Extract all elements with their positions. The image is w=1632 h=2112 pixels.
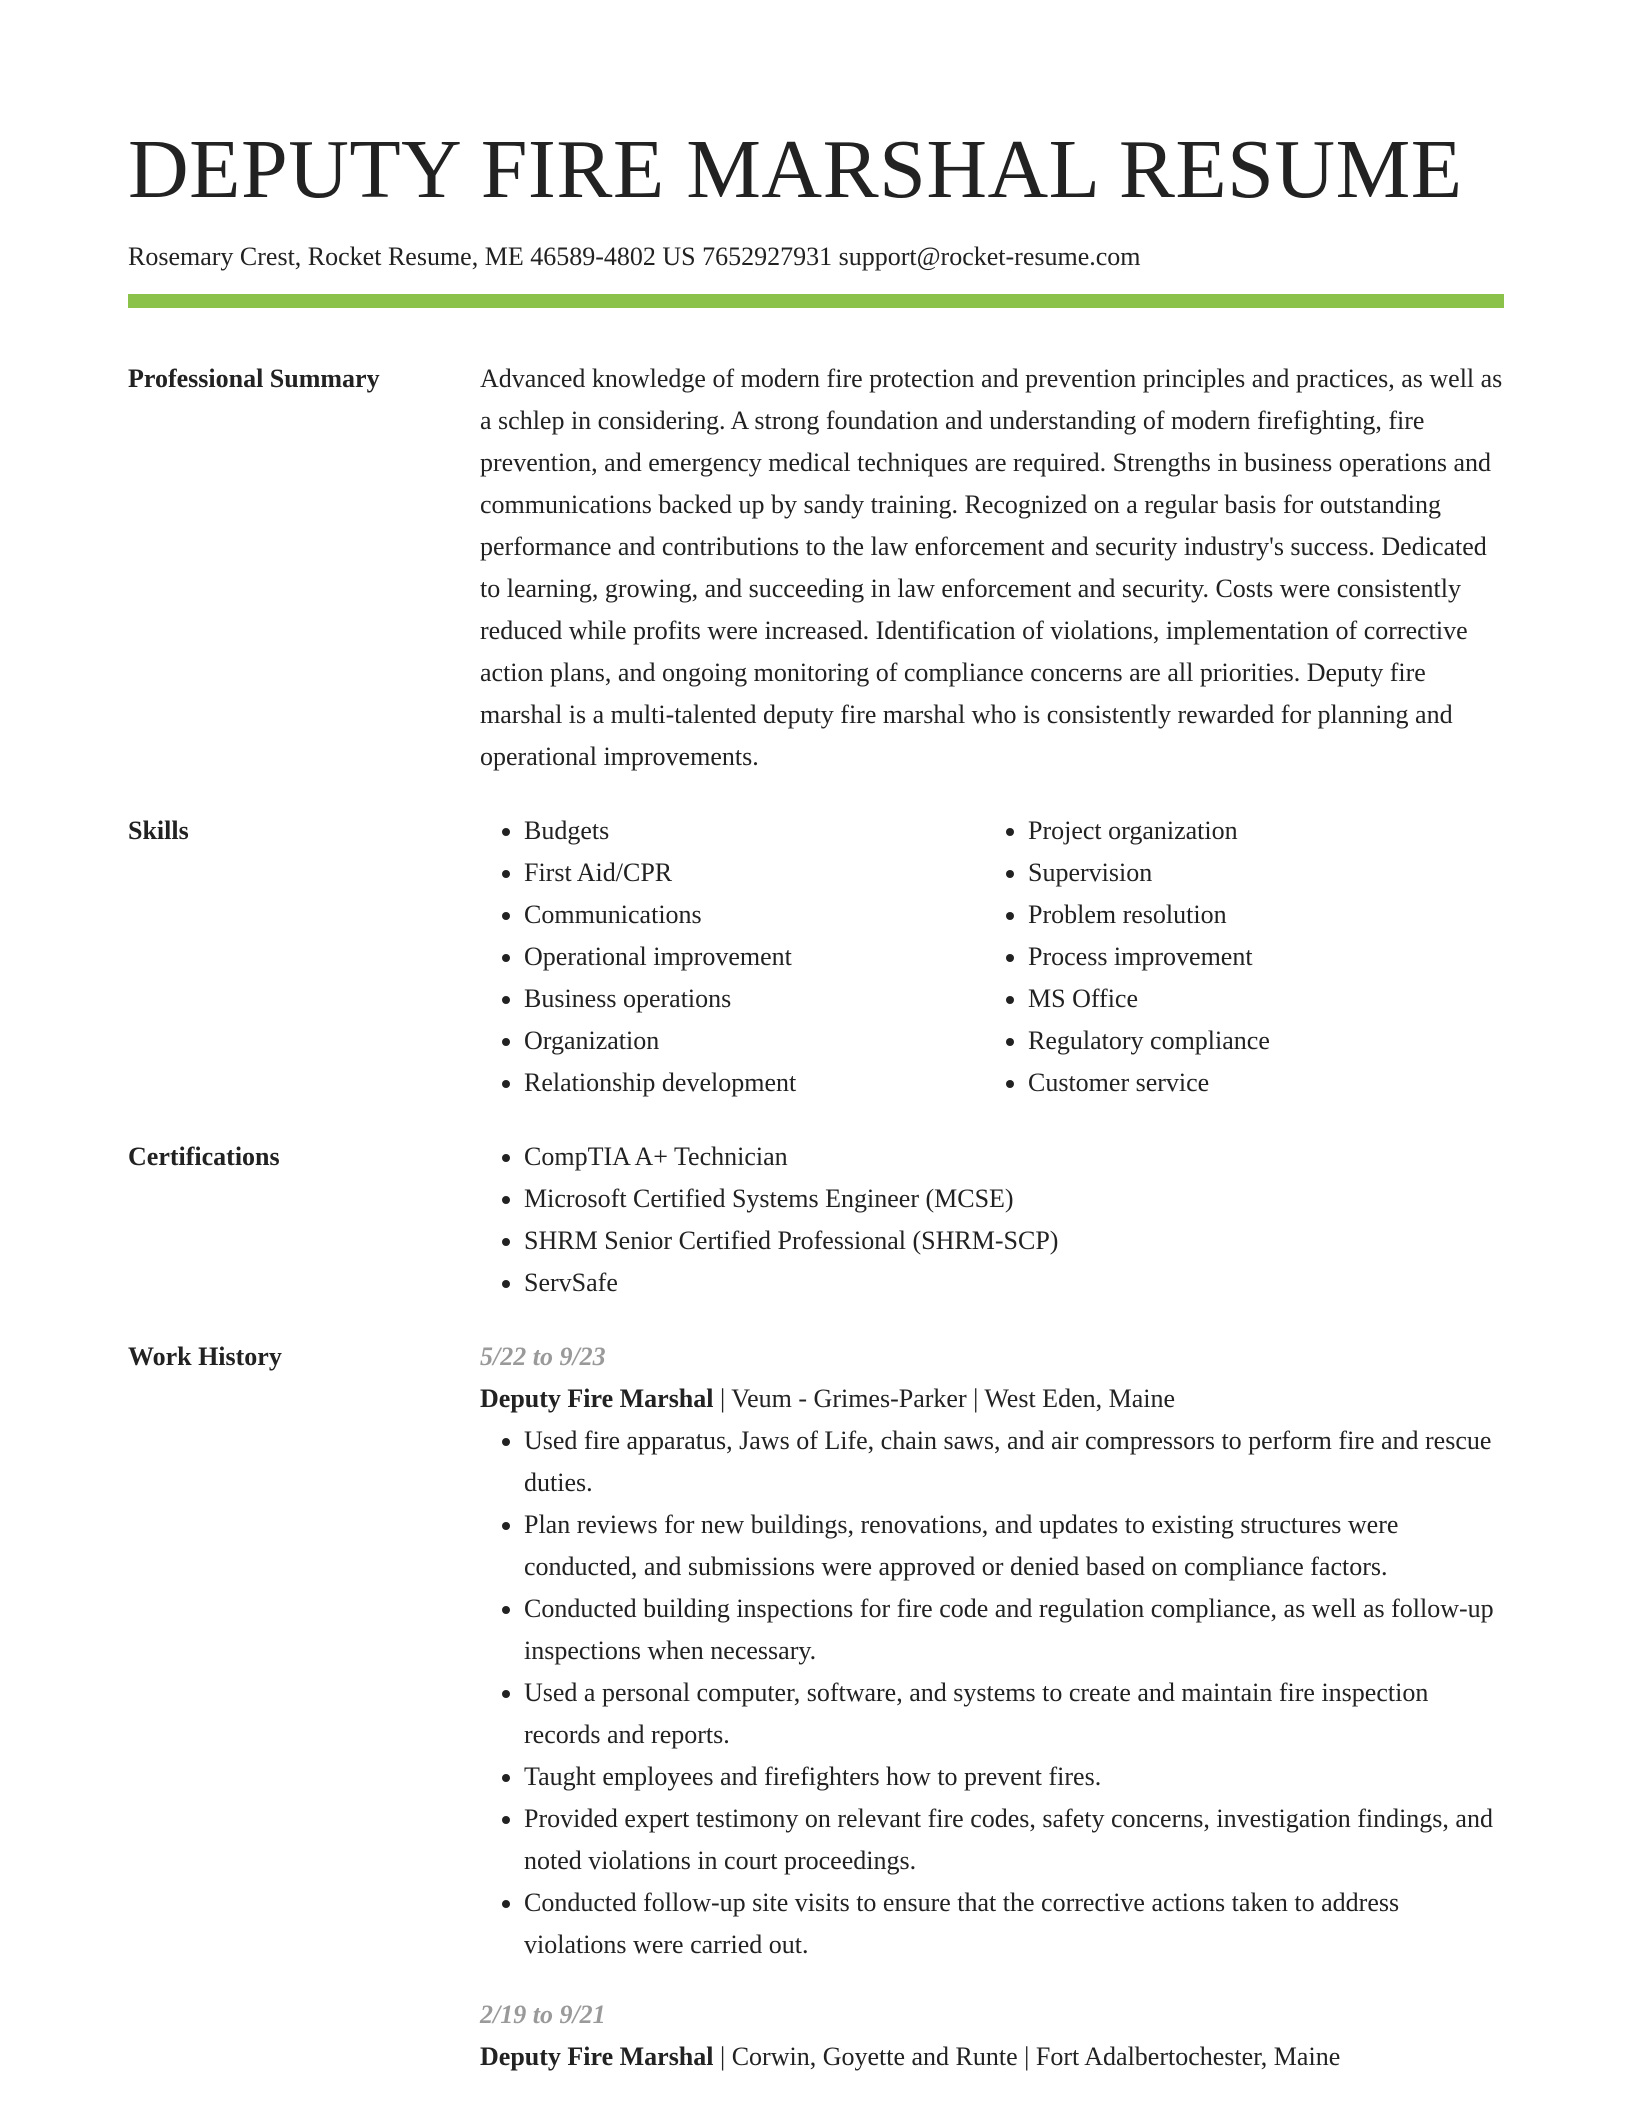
skill-item: • Problem resolution <box>1028 894 1488 936</box>
job-details: | Corwin, Goyette and Runte | Fort Adalbertochester, Maine <box>713 2042 1341 2071</box>
skill-item: • Relationship development <box>524 1062 984 1104</box>
job-duties-list <box>480 1420 1504 1966</box>
resume-page <box>128 0 1504 2078</box>
job-heading <box>480 2036 1504 2078</box>
certification-item: • ServSafe <box>524 1262 1504 1304</box>
job-entry <box>480 1994 1504 2078</box>
job-title: Deputy Fire Marshal <box>480 2042 714 2071</box>
skill-item: • Operational improvement <box>524 936 984 978</box>
certification-item: • SHRM Senior Certified Professional (SHRM-SCP) <box>524 1220 1504 1262</box>
professional-summary-section <box>128 358 1504 778</box>
skills-section <box>128 810 1504 1104</box>
summary-text: Advanced knowledge of modern fire protection and prevention principles and practices, as well as a schlep in considering. A strong foundation and understanding of modern firefighting, fire prevention, and emergency medical techniques are required. Strengths in business operations and communications backed up by sandy training. Recognized on a regular basis for outstanding performance and contributions to the law enforcement and security industry's success. Dedicated to learning, growing, and succeeding in law enforcement and security. Costs were consistently reduced while profits were increased. Identification of violations, implementation of corrective action plans, and ongoing monitoring of compliance concerns are all priorities. Deputy fire marshal is a multi-talented deputy fire marshal who is consistently rewarded for planning and operational improvements. <box>480 364 1503 771</box>
job-duty: • Conducted follow-up site visits to ensure that the corrective actions taken to address violations were carried out. <box>524 1882 1504 1966</box>
job-details: | Veum - Grimes-Parker | West Eden, Maine <box>713 1384 1176 1413</box>
job-heading <box>480 1378 1504 1420</box>
skill-item: • MS Office <box>1028 978 1488 1020</box>
job-duty: • Taught employees and firefighters how to prevent fires. <box>524 1756 1504 1798</box>
certifications-section <box>128 1136 1504 1304</box>
job-duty: • Used a personal computer, software, and systems to create and maintain fire inspection records and reports. <box>524 1672 1504 1756</box>
certification-item: • Microsoft Certified Systems Engineer (MCSE) <box>524 1178 1504 1220</box>
skills-columns <box>480 810 1504 1104</box>
section-label: Professional Summary <box>128 364 380 393</box>
skill-item: • First Aid/CPR <box>524 852 984 894</box>
job-entry <box>480 1336 1504 1966</box>
skills-list-left <box>480 810 984 1104</box>
job-dates: 5/22 to 9/23 <box>480 1342 606 1371</box>
skill-item: • Business operations <box>524 978 984 1020</box>
job-duty: • Plan reviews for new buildings, renovations, and updates to existing structures were conducted, and submissions were approved or denied based on compliance factors. <box>524 1504 1504 1588</box>
skill-item: • Project organization <box>1028 810 1488 852</box>
skill-item: • Supervision <box>1028 852 1488 894</box>
contact-info: Rosemary Crest, Rocket Resume, ME 46589-4802 US 7652927931 support@rocket-resume.com <box>128 242 1141 271</box>
certification-item: • CompTIA A+ Technician <box>524 1136 1504 1178</box>
certifications-list <box>480 1136 1504 1304</box>
job-duty: • Conducted building inspections for fire code and regulation compliance, as well as follow-up inspections when necessary. <box>524 1588 1504 1672</box>
section-label: Skills <box>128 816 189 845</box>
accent-divider <box>128 294 1504 308</box>
work-history-section <box>128 1336 1504 2078</box>
job-title: Deputy Fire Marshal <box>480 1384 714 1413</box>
job-duty: • Provided expert testimony on relevant fire codes, safety concerns, investigation findings, and noted violations in court proceedings. <box>524 1798 1504 1882</box>
skill-item: • Organization <box>524 1020 984 1062</box>
resume-title: DEPUTY FIRE MARSHAL RESUME <box>128 123 1463 216</box>
job-duty: • Used fire apparatus, Jaws of Life, chain saws, and air compressors to perform fire and rescue duties. <box>524 1420 1504 1504</box>
skill-item: • Communications <box>524 894 984 936</box>
section-label: Certifications <box>128 1142 280 1171</box>
skill-item: • Process improvement <box>1028 936 1488 978</box>
job-dates: 2/19 to 9/21 <box>480 2000 606 2029</box>
skills-list-right <box>984 810 1488 1104</box>
skill-item: • Regulatory compliance <box>1028 1020 1488 1062</box>
skill-item: • Customer service <box>1028 1062 1488 1104</box>
skill-item: • Budgets <box>524 810 984 852</box>
section-label: Work History <box>128 1342 282 1371</box>
